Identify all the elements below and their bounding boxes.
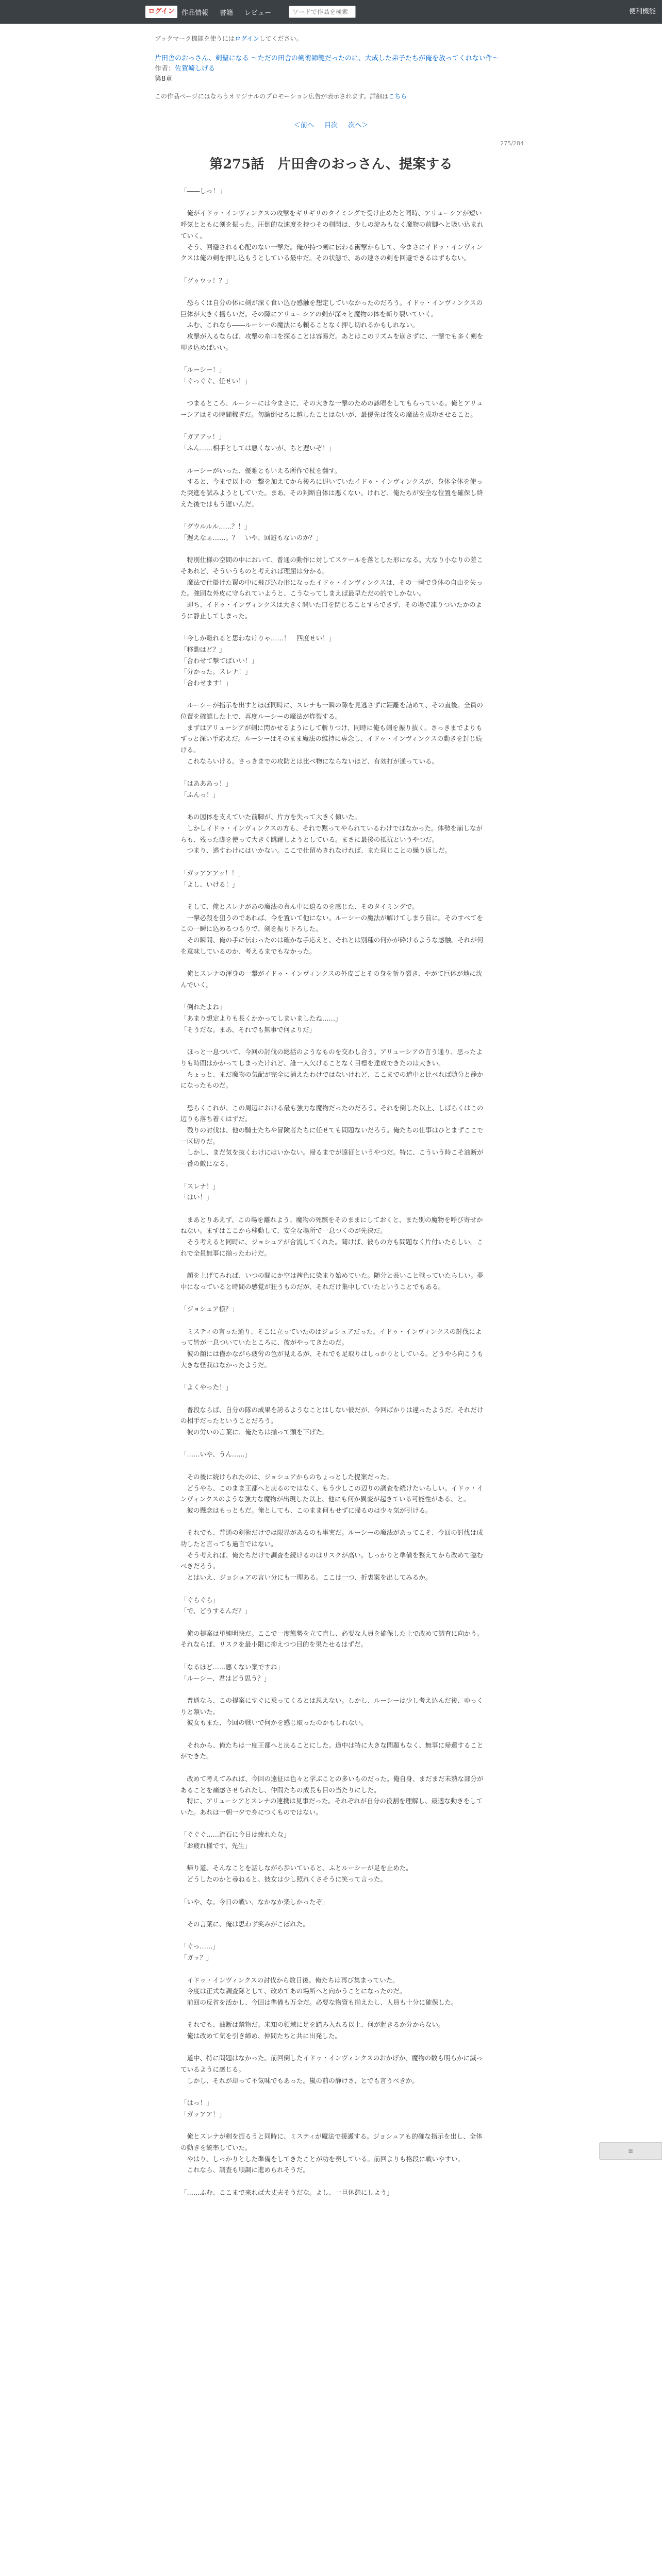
- nav-links: [181, 0, 271, 24]
- login-button[interactable]: ログイン: [145, 6, 177, 18]
- next-chapter-link[interactable]: 次へ＞: [348, 122, 369, 129]
- nav-item-works[interactable]: 作品情報: [181, 9, 209, 17]
- chapter-counter: 275/284: [500, 140, 524, 147]
- notice-text-after: してください。: [259, 35, 303, 42]
- nav-item-reviews[interactable]: レビュー: [244, 9, 272, 17]
- notice-text: ブックマーク機能を使うには: [155, 35, 235, 42]
- story-title-link[interactable]: 片田舎のおっさん、剣聖になる ～ただの田舎の剣術師範だったのに、大成した弟子たちが俺を放ってくれない件～: [155, 55, 499, 62]
- author-link[interactable]: 佐賀崎しげる: [175, 65, 216, 73]
- promo-text: この作品ページにはなろうオリジナルのプロモーション広告が表示されます。詳細は: [155, 93, 389, 100]
- story-info: [155, 54, 516, 84]
- nav-item-books[interactable]: 書籍: [220, 9, 234, 17]
- toc-link[interactable]: 目次: [324, 122, 338, 129]
- bookmark-notice: [155, 34, 516, 43]
- notice-login-link[interactable]: ログイン: [235, 35, 259, 42]
- utility-link[interactable]: 便利機能: [628, 8, 656, 15]
- prev-chapter-link[interactable]: ＜前へ: [293, 122, 314, 129]
- author-line: [155, 64, 516, 74]
- chapter-body: 「――しっ！」 俺がイドゥ・インヴィンクスの攻撃をギリギリのタイミングで受け止めたと同時、アリューシアが短い呼気とともに剣を振った。圧倒的な速度を持つその剣閃は、少しの淀みもなく魔物の前脚へと吸い込まれていく。 そう、回避される心配のない一撃だ。俺が持つ剣に伝わる衝撃からして、今まさにイドゥ・インヴィンクスは俺の剣を押し込もうとしている最中だ。その状態で、あの速さの剣を回避できるはずもない。 「グゥウッ！？」 恐らくは自分の体に剣が深く食い込む感触を想定していなかったのだろう。イドゥ・インヴィンクスの巨体が大きく揺らいだ。その隙にアリューシアの剣が深々と魔物の体を斬り裂いていく。 ふむ、これなら――ルーシーの魔法にも頼ることなく押し切れるかもしれない。 攻撃が入るならば、攻撃の糸口を探ることは容易だ。あとはこのリズムを崩さずに、一撃でも多く剣を叩き込めばいい。 「ルーシー！」 「ぐっぐぐ、任せい！」 つまるところ、ルーシーには今まさに、その大きな一撃のための詠唱をしてもらっている。俺とアリューシアはその時間稼ぎだ。勿論倒せるに越したことはないが、最優先は彼女の魔法を成功させること。 「ガアアッ！」 「ふん……相手としては悪くないが、ちと遅いぞ！」 ルーシーがいった、優雅ともいえる所作で杖を翻す。 すると、今まで以上の一撃を加えてから後ろに退いていたイドゥ・インヴィンクスが、身体全体を使った突進を試みようとしていた。まあ、その判断自体は悪くない。けれど、俺たちが安全な位置を確保し終えた後ではもう遅いんだ。 「グウルルル……？！」 「遅えなぁ……。？ いや、回避もないのか？」 特別仕様の空間の中において、普通の動作に対してスケールを落とした形になる。大なり小なりの差こそあれど、そういうものと考えれば理屈は分かる。 魔法で仕掛けた罠の中に飛び込む形になったイドゥ・インヴィンクスは、その一瞬で身体の自由を失った。強固な外皮に守られていようと、こうなってしまえば最早ただの的でしかない。 即ち、イドゥ・インヴィンクスは大きく開いた口を閉じることすらできず、その場で凍りついたかのように静止してしまった。 「今しか離れると思わなけりゃ……！ 四度せい！」 「移動はど？」 「合わせて撃てばいい！」 「分かった。スレナ！」 「合わせます！」 ルーシーが指示を出すとほぼ同時に、スレナも一瞬の隙を見逃さずに距離を詰めて、その直後。全員の位置を確認した上で、再度ルーシーの魔法が炸裂する。 まずはアリューシアが剣に閃かせるようにして斬りつけ、同時に俺も剣を振り抜く。さっきまでよりもずっと深い手応えだ。ルーシーはそのまま魔法の維持に専念し、イドゥ・インヴィンクスの動きを封じ続ける。 これならいける。さっきまでの攻防とは比べ物にならないほど、有効打が通っている。 「はあああっ！」 「ふんっ！」 あの図体を支えていた前脚が、片方を失って大きく傾いた。 しかしイドゥ・インヴィンクスの方も、それで黙ってやられているわけではなかった。体勢を崩しながらも、残った脚を使って大きく跳躍しようとしている。まさに最後の抵抗というやつだ。 つまり、逃すわけにはいかない。ここで仕留めきれなければ、また同じことの繰り返しだ。 「ガッアアアッ！！」 「よし、いける！」 そして、俺とスレナがあの魔法の真ん中に迫るのを感じた、そのタイミングで。 一撃必殺を狙うのであれば、今を置いて他にない。ルーシーの魔法が解けてしまう前に。そのすべてをこの一瞬に込めるつもりで、剣を振り下ろした。 その瞬間、俺の手に伝わったのは確かな手応えと、それとは別種の何かが砕けるような感触。それが何を意味しているのか、考えるまでもなかった。 俺とスレナの渾身の一撃がイドゥ・インヴィンクスの外皮ごとその身を斬り裂き、やがて巨体が地に沈んでいく。 「倒れたよね」 「あまり想定よりも長くかかってしまいましたね……」 「そうだな。まあ、それでも無事で何よりだ」 ほっと一息ついて、今回の討伐の総括のようなものを交わし合う。アリューシアの言う通り、思ったよりも時間はかかってしまったけれど、誰一人欠けることなく目標を達成できたのは大きい。 ちょっと、まだ魔物の気配が完全に消えたわけではないけれど、ここまでの道中と比べれば随分と静かになったものだ。 恐らくこれが、この周辺における最も強力な魔物だったのだろう。それを倒した以上、しばらくはこの辺りも落ち着くはずだ。 残りの討伐は、他の騎士たちや冒険者たちに任せても問題ないだろう。俺たちの仕事はひとまずここで一区切りだ。 しかし、まだ気を抜くわけにはいかない。帰るまでが遠征というやつだ。特に、こういう時こそ油断が一番の敵になる。 「スレナ！」 「はい！」 まあとりあえず、この場を離れよう。魔物の死骸をそのままにしておくと、また別の魔物を呼び寄せかねない。まずはここから移動して、安全な場所で一息つくのが先決だ。 そう考えると同時に、ジョシュアが合流してくれた。聞けば、彼らの方も問題なく片付いたらしい。これで全員無事に揃ったわけだ。 顔を上げてみれば、いつの間にか空は茜色に染まり始めていた。随分と長いこと戦っていたらしい。夢中になっていると時間の感覚が狂うものだが、それだけ集中していたということでもある。 「ジョシュア様？」 ミスティの言った通り、そこに立っていたのはジョシュアだった。イドゥ・インヴィンクスの討伐によって皆が一息ついていたところに、彼がやってきたのだ。 彼の顔には僅かながら疲労の色が見えるが、それでも足取りはしっかりとしている。どうやら向こうも大きな怪我はなかったようだ。 「よくやった！」 普段ならば、自分の隊の成果を誇るようなことはしない彼だが、今回ばかりは違ったようだ。それだけの相手だったということだろう。 彼の労いの言葉に、俺たちは揃って頭を下げた。 「……いや、うん……」 その後に続けられたのは、ジョシュアからのちょっとした提案だった。 どうやら、このまま王都へと戻るのではなく、もう少しこの辺りの調査を続けたいらしい。イドゥ・インヴィンクスのような強力な魔物が出現した以上、他にも何か異変が起きている可能性がある、と。 彼の懸念はもっともだ。俺としても、このまま何もせずに帰るのは少々気が引ける。 それでも、普通の剣術だけでは限界があるのも事実だ。ルーシーの魔法があってこそ、今回の討伐は成功したと言っても過言ではない。 そう考えれば、俺たちだけで調査を続けるのはリスクが高い。しっかりと準備を整えてから改めて臨むべきだろう。 とはいえ、ジョシュアの言い分にも一理ある。ここは一つ、折衷案を出してみるか。 「ぐらぐら」 「で、どうするんだ？」 俺の提案は単純明快だ。ここで一度態勢を立て直し、必要な人員を確保した上で改めて調査に向かう。それならば、リスクを最小限に抑えつつ目的を果たせるはずだ。 「なるほど……悪くない案ですね」 「ルーシー、君はどう思う？」 普通なら、この提案にすぐに乗ってくるとは思えない。しかし、ルーシーは少し考え込んだ後、ゆっくりと頷いた。 彼女もまた、今回の戦いで何かを感じ取ったのかもしれない。 それから、俺たちは一度王都へと戻ることにした。道中は特に大きな問題もなく、無事に帰還することができた。 改めて考えてみれば、今回の遠征は色々と学ぶことの多いものだった。俺自身、まだまだ未熟な部分があることを痛感させられたし、仲間たちの成長も目の当たりにした。 特に、アリューシアとスレナの連携は見事だった。それぞれが自分の役割を理解し、最適な動きをしていた。あれは一朝一夕で身につくものではない。 「ぐぐぐ……流石に今日は疲れたな」 「お疲れ様です、先生」 帰り道、そんなことを話しながら歩いていると、ふとルーシーが足を止めた。 どうしたのかと尋ねると、彼女は少し照れくさそうに笑って言った。 「いや、な。今日の戦い、なかなか楽しかったぞ」 その言葉に、俺は思わず笑みがこぼれた。 「ぐっ……」 「ガッ？」 イドゥ・インヴィンクスの討伐から数日後。俺たちは再び集まっていた。 今度は正式な調査隊として、改めてあの場所へと向かうことになったのだ。 前回の反省を活かし、今回は準備も万全だ。必要な物資も揃えたし、人員も十分に確保した。 それでも、油断は禁物だ。未知の領域に足を踏み入れる以上、何が起きるか分からない。 俺は改めて気を引き締め、仲間たちと共に出発した。 道中、特に問題はなかった。前回倒したイドゥ・インヴィンクスのおかげか、魔物の数も明らかに減っているように感じる。 しかし、それが却って不気味でもあった。嵐の前の静けさ、とでも言うべきか。 「はっ！」 「ガッアア！」 俺とスレナが剣を振るうと同時に、ミスティが魔法で援護する。ジョシュアも的確な指示を出し、全体の動きを統率していた。 やはり、しっかりとした準備をしてきたことが功を奏している。前回よりも格段に戦いやすい。 これなら、調査も順調に進められそうだ。 「……ふむ、ここまで来れば大丈夫そうだな。よし、一旦休憩にしよう」: [180, 187, 484, 2196]
- search-input[interactable]: ワードで作品を検索: [289, 6, 356, 18]
- author-prefix: 作者：: [155, 65, 175, 73]
- promo-notice: [155, 92, 516, 101]
- chapter-title: 第275話 片田舎のおっさん、提案する: [209, 157, 453, 172]
- side-menu-button[interactable]: ≡: [599, 2142, 662, 2160]
- series-label: 第8章: [155, 75, 173, 83]
- top-navigation-bar: [0, 0, 662, 24]
- chapter-pager: [0, 120, 662, 129]
- promo-link[interactable]: こちら: [388, 93, 407, 100]
